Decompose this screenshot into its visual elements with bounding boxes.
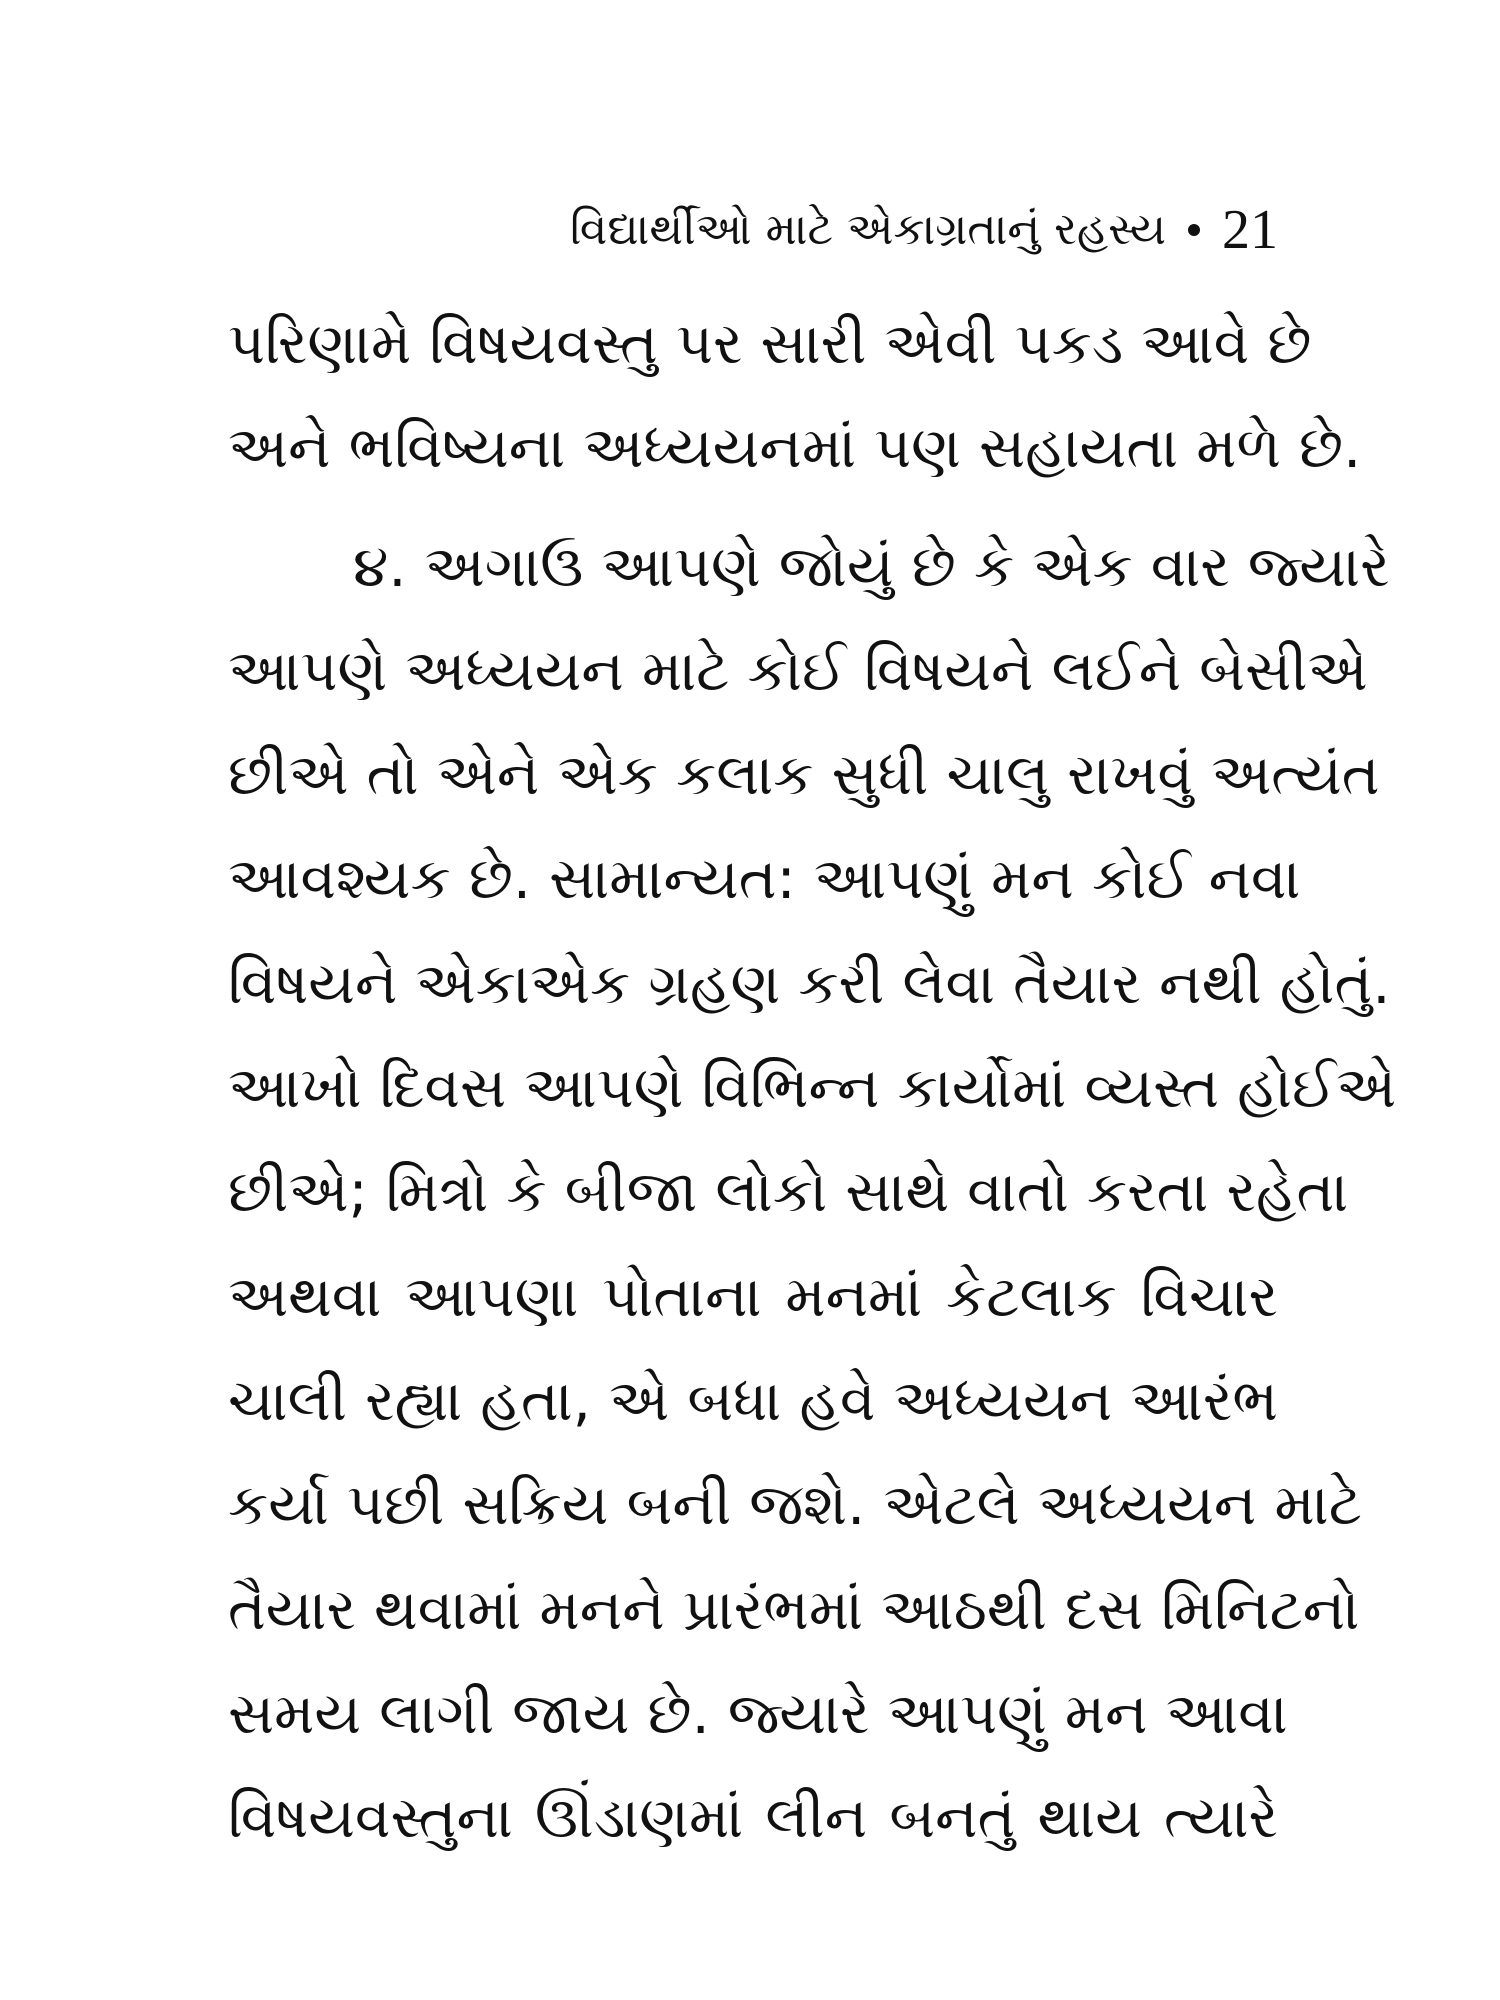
text-line: આપણે અધ્યયન માટે કોઈ વિષયને લઈને બેસીએ [228, 637, 1368, 704]
text-line: ચાલી રહ્યા હતા, એ બધા હવે અધ્યયન આરંભ [228, 1367, 1278, 1434]
text-line: તૈયાર થવામાં મનને પ્રારંભમાં આઠથી દસ મિનિટનો [228, 1576, 1360, 1643]
running-header [570, 200, 1278, 260]
text-line: છીએ તો એને એક કલાક સુધી ચાલુ રાખવું અત્યંત [228, 742, 1380, 809]
body-text [228, 292, 1397, 1870]
text-line: સમય લાગી જાય છે. જ્યારે આપણું મન આવા [228, 1680, 1288, 1747]
text-line: અને ભવિષ્યના અધ્યયનમાં પણ સહાયતા મળે છે. [228, 415, 1362, 482]
text-line: પરિણામે વિષયવસ્તુ પર સારી એવી પકડ આવે છે [228, 311, 1312, 377]
text-line: કર્યા પછી સક્રિય બની જશે. એટલે અધ્યયન માટે [228, 1472, 1362, 1539]
text-line: વિષયવસ્તુના ઊંડાણમાં લીન બનતું થાય ત્યારે [228, 1785, 1278, 1852]
text-line: અથવા આપણા પોતાના મનમાં કેટલાક વિચાર [228, 1263, 1278, 1330]
text-line: ૪. અગાઉ આપણે જોયું છે કે એક વાર જ્યારે [353, 533, 1390, 600]
running-title: વિદ્યાર્થીઓ માટે એકાગ્રતાનું રહસ્ય [569, 204, 1166, 255]
text-line: વિષયને એકાએક ગ્રહણ કરી લેવા તૈયાર નથી હોતું. [228, 950, 1391, 1017]
page-number: 21 [1222, 199, 1278, 261]
paragraph-gap [228, 501, 1278, 515]
bullet-separator-icon [1188, 224, 1200, 236]
text-line: છીએ; મિત્રો કે બીજા લોકો સાથે વાતો કરતા રહેતા [228, 1159, 1349, 1226]
text-line: આવશ્યક છે. સામાન્યત: આપણું મન કોઈ નવા [228, 846, 1301, 913]
text-line: આખો દિવસ આપણે વિભિન્ન કાર્યોમાં વ્યસ્ત હોઈએ [228, 1055, 1397, 1122]
